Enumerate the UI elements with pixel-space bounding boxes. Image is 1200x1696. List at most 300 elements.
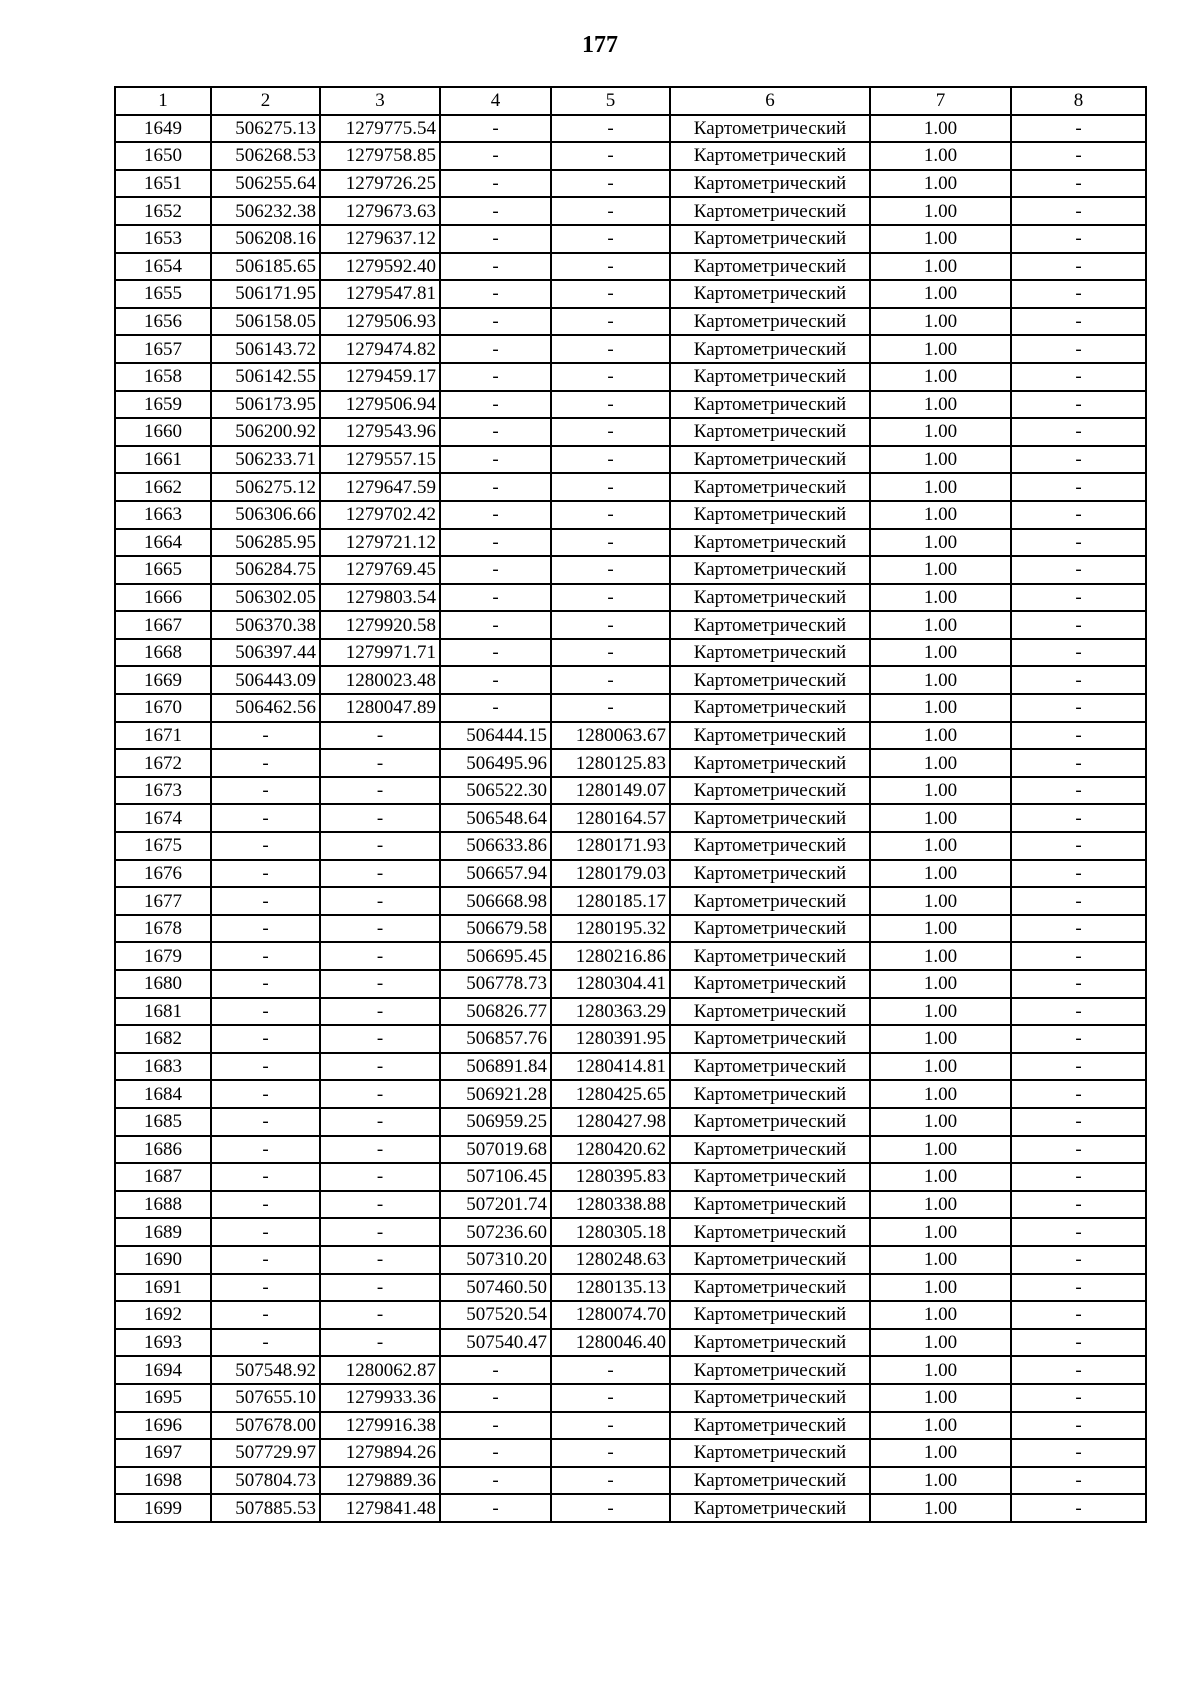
table-row [115,1108,1146,1136]
new-x-coordinate-cell: - [440,280,551,308]
method-cell: Картометрический [670,1025,870,1053]
method-cell: Картометрический [670,529,870,557]
new-y-coordinate-cell: - [551,418,670,446]
new-x-coordinate-cell: 507106.45 [440,1163,551,1191]
point-number-cell: 1680 [115,970,211,998]
new-y-coordinate-cell: - [551,1467,670,1495]
method-cell: Картометрический [670,777,870,805]
y-coordinate-cell: - [320,1136,440,1164]
new-y-coordinate-cell: - [551,391,670,419]
description-cell: - [1011,1025,1146,1053]
method-cell: Картометрический [670,749,870,777]
point-number-cell: 1658 [115,363,211,391]
y-coordinate-cell: 1279889.36 [320,1467,440,1495]
x-coordinate-cell: - [211,1218,320,1246]
y-coordinate-cell: - [320,1080,440,1108]
accuracy-cell: 1.00 [870,1108,1011,1136]
table-row [115,142,1146,170]
x-coordinate-cell: 506284.75 [211,556,320,584]
description-cell: - [1011,942,1146,970]
description-cell: - [1011,1080,1146,1108]
x-coordinate-cell: 507885.53 [211,1494,320,1522]
method-cell: Картометрический [670,501,870,529]
description-cell: - [1011,1356,1146,1384]
new-y-coordinate-cell: - [551,1494,670,1522]
new-x-coordinate-cell: - [440,418,551,446]
table-row [115,501,1146,529]
description-cell: - [1011,280,1146,308]
x-coordinate-cell: - [211,1108,320,1136]
y-coordinate-cell: - [320,942,440,970]
method-cell: Картометрический [670,197,870,225]
x-coordinate-cell: 507548.92 [211,1356,320,1384]
y-coordinate-cell: - [320,887,440,915]
table-row [115,115,1146,143]
new-y-coordinate-cell: - [551,1356,670,1384]
table-row [115,391,1146,419]
point-number-cell: 1661 [115,446,211,474]
new-x-coordinate-cell: - [440,1467,551,1495]
method-cell: Картометрический [670,611,870,639]
table-row [115,860,1146,888]
x-coordinate-cell: - [211,1301,320,1329]
new-y-coordinate-cell: 1280125.83 [551,749,670,777]
table-row [115,363,1146,391]
new-y-coordinate-cell: - [551,170,670,198]
accuracy-cell: 1.00 [870,446,1011,474]
table-row [115,611,1146,639]
description-cell: - [1011,1053,1146,1081]
new-y-coordinate-cell: 1280363.29 [551,998,670,1026]
table-row [115,1218,1146,1246]
accuracy-cell: 1.00 [870,1025,1011,1053]
new-x-coordinate-cell: 506826.77 [440,998,551,1026]
table-row [115,1356,1146,1384]
method-cell: Картометрический [670,335,870,363]
x-coordinate-cell: - [211,1246,320,1274]
method-cell: Картометрический [670,1108,870,1136]
table-row [115,804,1146,832]
description-cell: - [1011,529,1146,557]
description-cell: - [1011,1108,1146,1136]
y-coordinate-cell: 1279769.45 [320,556,440,584]
x-coordinate-cell: 506142.55 [211,363,320,391]
y-coordinate-cell: - [320,749,440,777]
new-y-coordinate-cell: 1280391.95 [551,1025,670,1053]
point-number-cell: 1695 [115,1384,211,1412]
x-coordinate-cell: - [211,860,320,888]
new-x-coordinate-cell: 506522.30 [440,777,551,805]
description-cell: - [1011,970,1146,998]
new-x-coordinate-cell: - [440,225,551,253]
y-coordinate-cell: - [320,1025,440,1053]
point-number-cell: 1667 [115,611,211,639]
new-y-coordinate-cell: - [551,1439,670,1467]
new-x-coordinate-cell: 506657.94 [440,860,551,888]
description-cell: - [1011,170,1146,198]
accuracy-cell: 1.00 [870,1080,1011,1108]
new-x-coordinate-cell: - [440,253,551,281]
y-coordinate-cell: 1279726.25 [320,170,440,198]
x-coordinate-cell: 506232.38 [211,197,320,225]
accuracy-cell: 1.00 [870,115,1011,143]
x-coordinate-cell: - [211,749,320,777]
new-y-coordinate-cell: - [551,611,670,639]
new-x-coordinate-cell: 507236.60 [440,1218,551,1246]
table-row [115,197,1146,225]
description-cell: - [1011,832,1146,860]
new-x-coordinate-cell: - [440,529,551,557]
point-number-cell: 1676 [115,860,211,888]
point-number-cell: 1675 [115,832,211,860]
description-cell: - [1011,115,1146,143]
new-x-coordinate-cell: 507460.50 [440,1274,551,1302]
description-cell: - [1011,335,1146,363]
method-cell: Картометрический [670,722,870,750]
point-number-cell: 1654 [115,253,211,281]
description-cell: - [1011,1136,1146,1164]
table-row [115,1384,1146,1412]
accuracy-cell: 1.00 [870,170,1011,198]
accuracy-cell: 1.00 [870,391,1011,419]
description-cell: - [1011,998,1146,1026]
x-coordinate-cell: - [211,804,320,832]
point-number-cell: 1662 [115,473,211,501]
y-coordinate-cell: 1279775.54 [320,115,440,143]
accuracy-cell: 1.00 [870,1053,1011,1081]
description-cell: - [1011,749,1146,777]
new-y-coordinate-cell: 1280185.17 [551,887,670,915]
x-coordinate-cell: - [211,1136,320,1164]
point-number-cell: 1684 [115,1080,211,1108]
x-coordinate-cell: - [211,1191,320,1219]
description-cell: - [1011,1412,1146,1440]
x-coordinate-cell: 507804.73 [211,1467,320,1495]
x-coordinate-cell: - [211,998,320,1026]
method-cell: Картометрический [670,1136,870,1164]
point-number-cell: 1673 [115,777,211,805]
column-header: 5 [551,87,670,115]
y-coordinate-cell: 1279592.40 [320,253,440,281]
y-coordinate-cell: 1279758.85 [320,142,440,170]
point-number-cell: 1685 [115,1108,211,1136]
table-row [115,584,1146,612]
point-number-cell: 1669 [115,666,211,694]
method-cell: Картометрический [670,1163,870,1191]
new-x-coordinate-cell: - [440,363,551,391]
new-y-coordinate-cell: 1280427.98 [551,1108,670,1136]
new-y-coordinate-cell: 1280135.13 [551,1274,670,1302]
new-y-coordinate-cell: - [551,501,670,529]
accuracy-cell: 1.00 [870,1163,1011,1191]
column-header: 6 [670,87,870,115]
point-number-cell: 1691 [115,1274,211,1302]
accuracy-cell: 1.00 [870,1439,1011,1467]
method-cell: Картометрический [670,418,870,446]
new-x-coordinate-cell: 507520.54 [440,1301,551,1329]
new-x-coordinate-cell: 506633.86 [440,832,551,860]
description-cell: - [1011,1191,1146,1219]
point-number-cell: 1651 [115,170,211,198]
table-row [115,1467,1146,1495]
y-coordinate-cell: - [320,1108,440,1136]
point-number-cell: 1690 [115,1246,211,1274]
page-number: 177 [582,32,618,58]
method-cell: Картометрический [670,915,870,943]
description-cell: - [1011,777,1146,805]
description-cell: - [1011,860,1146,888]
accuracy-cell: 1.00 [870,418,1011,446]
point-number-cell: 1672 [115,749,211,777]
table-row [115,1329,1146,1357]
x-coordinate-cell: 506208.16 [211,225,320,253]
table-row [115,335,1146,363]
method-cell: Картометрический [670,832,870,860]
y-coordinate-cell: 1279557.15 [320,446,440,474]
table-row [115,694,1146,722]
new-x-coordinate-cell: - [440,584,551,612]
x-coordinate-cell: 506397.44 [211,639,320,667]
accuracy-cell: 1.00 [870,225,1011,253]
column-header: 2 [211,87,320,115]
x-coordinate-cell: 506285.95 [211,529,320,557]
description-cell: - [1011,694,1146,722]
accuracy-cell: 1.00 [870,529,1011,557]
point-number-cell: 1653 [115,225,211,253]
accuracy-cell: 1.00 [870,915,1011,943]
new-x-coordinate-cell: 506959.25 [440,1108,551,1136]
accuracy-cell: 1.00 [870,1246,1011,1274]
new-x-coordinate-cell: 506891.84 [440,1053,551,1081]
x-coordinate-cell: - [211,970,320,998]
new-x-coordinate-cell: 506695.45 [440,942,551,970]
x-coordinate-cell: 506171.95 [211,280,320,308]
point-number-cell: 1699 [115,1494,211,1522]
accuracy-cell: 1.00 [870,1191,1011,1219]
x-coordinate-cell: - [211,1274,320,1302]
table-row [115,915,1146,943]
accuracy-cell: 1.00 [870,1218,1011,1246]
method-cell: Картометрический [670,308,870,336]
description-cell: - [1011,666,1146,694]
new-y-coordinate-cell: - [551,473,670,501]
table-row [115,1246,1146,1274]
new-y-coordinate-cell: 1280304.41 [551,970,670,998]
x-coordinate-cell: - [211,1025,320,1053]
accuracy-cell: 1.00 [870,611,1011,639]
point-number-cell: 1683 [115,1053,211,1081]
point-number-cell: 1656 [115,308,211,336]
new-y-coordinate-cell: 1280063.67 [551,722,670,750]
y-coordinate-cell: 1279971.71 [320,639,440,667]
table-row [115,1136,1146,1164]
description-cell: - [1011,1384,1146,1412]
x-coordinate-cell: - [211,915,320,943]
description-cell: - [1011,391,1146,419]
point-number-cell: 1649 [115,115,211,143]
x-coordinate-cell: 506275.12 [211,473,320,501]
method-cell: Картометрический [670,860,870,888]
table-row [115,225,1146,253]
description-cell: - [1011,1467,1146,1495]
y-coordinate-cell: 1279721.12 [320,529,440,557]
y-coordinate-cell: 1280062.87 [320,1356,440,1384]
new-x-coordinate-cell: - [440,694,551,722]
accuracy-cell: 1.00 [870,722,1011,750]
x-coordinate-cell: 506233.71 [211,446,320,474]
accuracy-cell: 1.00 [870,860,1011,888]
y-coordinate-cell: - [320,970,440,998]
y-coordinate-cell: 1279894.26 [320,1439,440,1467]
accuracy-cell: 1.00 [870,1274,1011,1302]
description-cell: - [1011,639,1146,667]
y-coordinate-cell: 1279543.96 [320,418,440,446]
x-coordinate-cell: 506143.72 [211,335,320,363]
y-coordinate-cell: 1279916.38 [320,1412,440,1440]
y-coordinate-cell: 1279637.12 [320,225,440,253]
new-y-coordinate-cell: - [551,556,670,584]
table-row [115,777,1146,805]
new-x-coordinate-cell: - [440,308,551,336]
method-cell: Картометрический [670,1467,870,1495]
point-number-cell: 1674 [115,804,211,832]
new-y-coordinate-cell: - [551,529,670,557]
x-coordinate-cell: - [211,832,320,860]
accuracy-cell: 1.00 [870,970,1011,998]
method-cell: Картометрический [670,666,870,694]
y-coordinate-cell: 1279803.54 [320,584,440,612]
method-cell: Картометрический [670,446,870,474]
new-y-coordinate-cell: - [551,225,670,253]
method-cell: Картометрический [670,970,870,998]
description-cell: - [1011,722,1146,750]
new-x-coordinate-cell: 507019.68 [440,1136,551,1164]
table-row [115,280,1146,308]
table-row [115,639,1146,667]
accuracy-cell: 1.00 [870,942,1011,970]
accuracy-cell: 1.00 [870,1136,1011,1164]
y-coordinate-cell: - [320,1329,440,1357]
column-header: 3 [320,87,440,115]
table-row [115,998,1146,1026]
method-cell: Картометрический [670,1356,870,1384]
method-cell: Картометрический [670,1053,870,1081]
method-cell: Картометрический [670,253,870,281]
y-coordinate-cell: - [320,998,440,1026]
new-y-coordinate-cell: - [551,335,670,363]
method-cell: Картометрический [670,1080,870,1108]
x-coordinate-cell: 507729.97 [211,1439,320,1467]
new-y-coordinate-cell: 1280179.03 [551,860,670,888]
x-coordinate-cell: 506306.66 [211,501,320,529]
method-cell: Картометрический [670,887,870,915]
new-x-coordinate-cell: 507201.74 [440,1191,551,1219]
y-coordinate-cell: - [320,1218,440,1246]
x-coordinate-cell: 506275.13 [211,115,320,143]
method-cell: Картометрический [670,1191,870,1219]
method-cell: Картометрический [670,556,870,584]
new-x-coordinate-cell: - [440,1356,551,1384]
y-coordinate-cell: - [320,1191,440,1219]
accuracy-cell: 1.00 [870,1467,1011,1495]
point-number-cell: 1696 [115,1412,211,1440]
accuracy-cell: 1.00 [870,335,1011,363]
new-y-coordinate-cell: 1280338.88 [551,1191,670,1219]
description-cell: - [1011,556,1146,584]
x-coordinate-cell: - [211,887,320,915]
method-cell: Картометрический [670,1412,870,1440]
description-cell: - [1011,584,1146,612]
new-x-coordinate-cell: - [440,170,551,198]
x-coordinate-cell: 506462.56 [211,694,320,722]
y-coordinate-cell: 1279506.94 [320,391,440,419]
y-coordinate-cell: - [320,722,440,750]
method-cell: Картометрический [670,639,870,667]
table-row [115,170,1146,198]
new-x-coordinate-cell: 506679.58 [440,915,551,943]
table-row [115,1053,1146,1081]
new-x-coordinate-cell: 507540.47 [440,1329,551,1357]
new-y-coordinate-cell: 1280248.63 [551,1246,670,1274]
table-row [115,308,1146,336]
description-cell: - [1011,1163,1146,1191]
table-row [115,749,1146,777]
new-y-coordinate-cell: - [551,197,670,225]
point-number-cell: 1665 [115,556,211,584]
new-x-coordinate-cell: - [440,611,551,639]
description-cell: - [1011,611,1146,639]
x-coordinate-cell: 506185.65 [211,253,320,281]
x-coordinate-cell: 506158.05 [211,308,320,336]
new-y-coordinate-cell: - [551,446,670,474]
column-header: 4 [440,87,551,115]
new-y-coordinate-cell: - [551,363,670,391]
description-cell: - [1011,1494,1146,1522]
new-y-coordinate-cell: - [551,1412,670,1440]
column-header: 1 [115,87,211,115]
point-number-cell: 1659 [115,391,211,419]
accuracy-cell: 1.00 [870,584,1011,612]
new-x-coordinate-cell: - [440,142,551,170]
coordinates-table [114,86,1147,1523]
y-coordinate-cell: - [320,1246,440,1274]
y-coordinate-cell: 1279702.42 [320,501,440,529]
accuracy-cell: 1.00 [870,639,1011,667]
new-y-coordinate-cell: - [551,1384,670,1412]
point-number-cell: 1671 [115,722,211,750]
accuracy-cell: 1.00 [870,998,1011,1026]
new-x-coordinate-cell: - [440,197,551,225]
new-x-coordinate-cell: 506778.73 [440,970,551,998]
description-cell: - [1011,418,1146,446]
accuracy-cell: 1.00 [870,1356,1011,1384]
description-cell: - [1011,501,1146,529]
accuracy-cell: 1.00 [870,832,1011,860]
description-cell: - [1011,363,1146,391]
accuracy-cell: 1.00 [870,253,1011,281]
x-coordinate-cell: 506268.53 [211,142,320,170]
table-row [115,942,1146,970]
header-row [115,87,1146,115]
table-row [115,666,1146,694]
x-coordinate-cell: 507678.00 [211,1412,320,1440]
y-coordinate-cell: 1279506.93 [320,308,440,336]
new-y-coordinate-cell: - [551,639,670,667]
new-y-coordinate-cell: 1280414.81 [551,1053,670,1081]
x-coordinate-cell: 506302.05 [211,584,320,612]
new-x-coordinate-cell: 506548.64 [440,804,551,832]
description-cell: - [1011,446,1146,474]
